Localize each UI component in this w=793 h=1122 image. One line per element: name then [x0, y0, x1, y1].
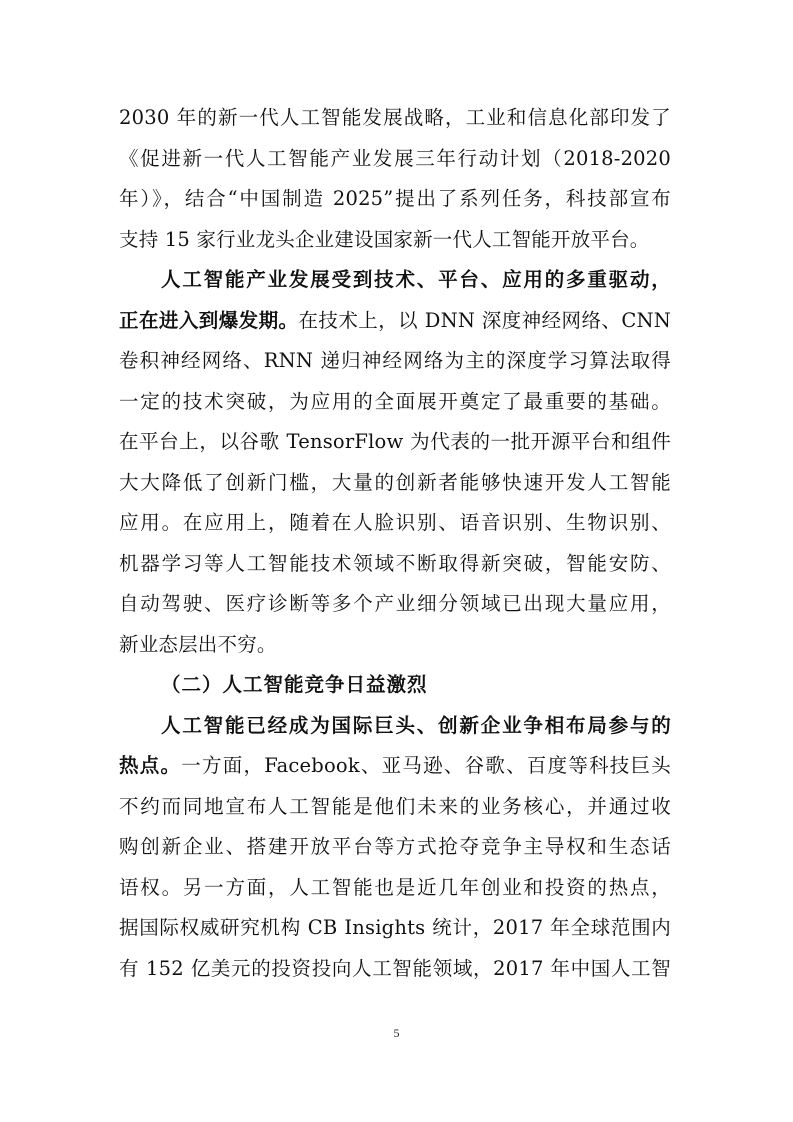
text-line: 卷积神经网络、RNN 递归神经网络为主的深度学习算法取得: [119, 349, 671, 372]
text-line: 据国际权威研究机构 CB Insights 统计，2017 年全球范围内: [119, 916, 671, 939]
text-line: 自动驾驶、医疗诊断等多个产业细分领域已出现大量应用，: [119, 592, 671, 615]
text-line: 一定的技术突破，为应用的全面展开奠定了最重要的基础。: [119, 389, 671, 413]
text-line: 年）》，结合“中国制造 2025”提出了系列任务，科技部宣布: [119, 187, 671, 210]
text-line: 《促进新一代人工智能产业发展三年行动计划（2018-2020: [119, 146, 671, 170]
text-line: [119, 301, 671, 342]
text-line: 不约而同地宣布人工智能是他们未来的业务核心，并通过收: [119, 794, 671, 818]
text-line: 大大降低了创新门槛，大量的创新者能够快速开发人工智能: [119, 470, 671, 494]
text-line: 购创新企业、搭建开放平台等方式抢夺竞争主导权和生态话: [119, 835, 671, 858]
section-heading: （二）人工智能竞争日益激烈: [161, 673, 428, 696]
text-line: [119, 746, 671, 787]
text-line: 支持 15 家行业龙头企业建设国家新一代人工智能开放平台。: [119, 227, 650, 251]
text-line: 语权。另一方面，人工智能也是近几年创业和投资的热点，: [119, 875, 671, 899]
text-line: 机器学习等人工智能技术领域不断取得新突破，智能安防、: [119, 551, 671, 575]
text-span: 在技术上，以 DNN 深度神经网络、CNN: [298, 308, 671, 332]
bold-lead-sentence-end: 正在进入到爆发期。: [119, 308, 299, 332]
text-span: 一方面，Facebook、亚马逊、谷歌、百度等科技巨头: [181, 754, 671, 777]
bold-lead-sentence: 人工智能产业发展受到技术、平台、应用的多重驱动，: [161, 268, 671, 291]
text-line: 2030 年的新一代人工智能发展战略，工业和信息化部印发了: [119, 106, 671, 129]
bold-lead-sentence-end: 热点。: [119, 754, 182, 777]
bold-lead-sentence: 人工智能已经成为国际巨头、创新企业争相布局参与的: [161, 713, 671, 737]
text-line: 有 152 亿美元的投资投向人工智能领域，2017 年中国人工智: [119, 956, 671, 980]
page-number: 5: [393, 1026, 400, 1040]
text-line: 应用。在应用上，随着在人脸识别、语音识别、生物识别、: [119, 511, 671, 534]
text-line: 新业态层出不穷。: [119, 632, 277, 656]
text-line: 在平台上，以谷歌 TensorFlow 为代表的一批开源平台和组件: [119, 430, 671, 453]
body-text: [119, 98, 671, 989]
